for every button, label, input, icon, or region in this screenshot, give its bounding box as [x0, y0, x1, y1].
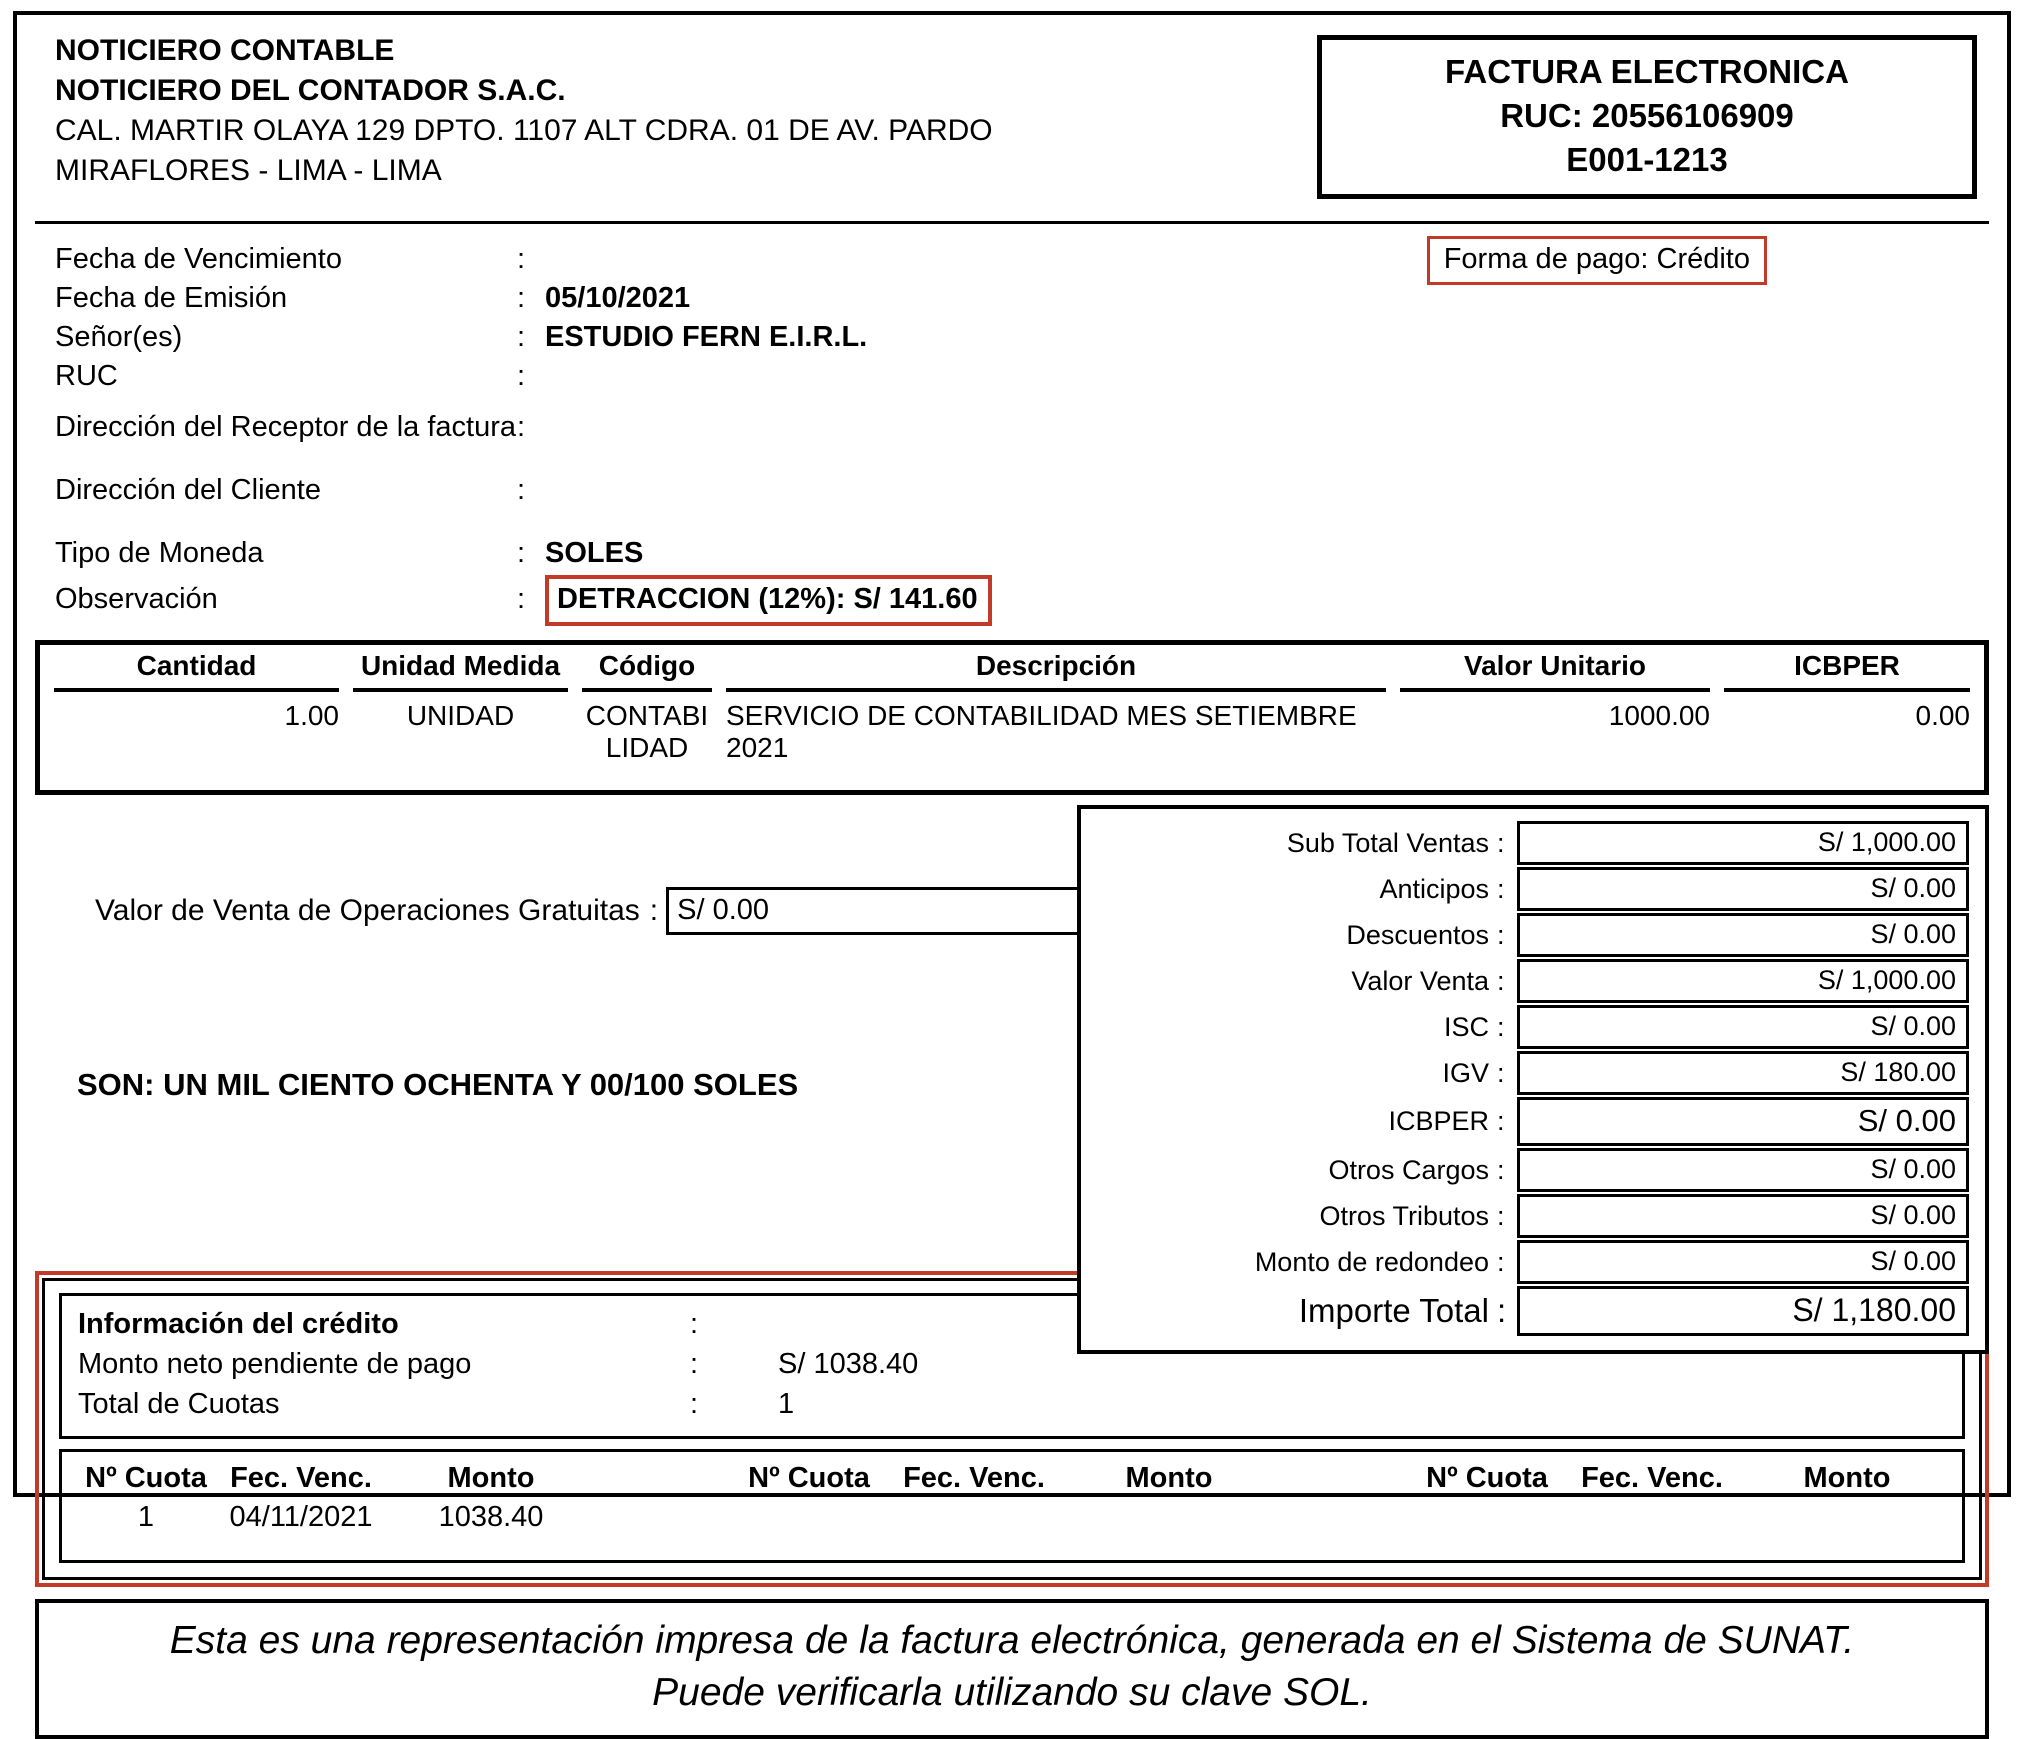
- spacer: [1274, 1462, 1412, 1495]
- credit-colon: :: [690, 1308, 699, 1340]
- installment-header-fecha: Fec. Venc.: [230, 1462, 372, 1494]
- field-senores: [55, 318, 1989, 357]
- installment-monto: 1038.40: [438, 1501, 544, 1533]
- field-direccion-receptor: [55, 408, 1989, 447]
- field-colon: :: [517, 360, 526, 392]
- total-colon: :: [1497, 919, 1505, 950]
- invoice-page-border: [13, 11, 2011, 1714]
- total-colon: :: [1497, 1106, 1505, 1136]
- total-value-box: S/ 1,180.00: [1517, 1286, 1969, 1336]
- field-label: Fecha de Vencimiento: [55, 243, 342, 275]
- total-label: Otros Tributos: [1319, 1200, 1489, 1231]
- total-value-box: S/ 0.00: [1517, 1005, 1969, 1049]
- total-value-box: S/ 1,000.00: [1517, 821, 1969, 865]
- total-value-box: S/ 0.00: [1517, 913, 1969, 957]
- total-colon: :: [1497, 965, 1505, 996]
- field-label: RUC: [55, 360, 118, 392]
- col-header-cantidad: Cantidad: [54, 645, 339, 692]
- item-row: [54, 692, 1970, 790]
- col-header-valor-unitario: Valor Unitario: [1400, 645, 1710, 692]
- col-header-descripcion: Descripción: [726, 645, 1386, 692]
- totals-box: [1077, 805, 1989, 1354]
- total-value-box: S/ 0.00: [1517, 1148, 1969, 1192]
- item-valor-unitario: 1000.00: [1608, 700, 1710, 731]
- col-header-unidad-medida: Unidad Medida: [353, 645, 568, 692]
- items-table: [35, 640, 1989, 795]
- field-colon: :: [517, 474, 526, 506]
- invoice-ruc: RUC: 20556106909: [1500, 97, 1794, 134]
- total-label: Valor Venta: [1351, 965, 1489, 996]
- field-label: Fecha de Emisión: [55, 282, 288, 314]
- total-label: Sub Total Ventas: [1286, 827, 1489, 858]
- total-row-icbper: [1091, 1097, 1969, 1146]
- installment-num-empty: [1412, 1501, 1562, 1534]
- total-label: Monto de redondeo: [1254, 1246, 1489, 1277]
- field-label: Señor(es): [55, 321, 183, 353]
- total-colon: :: [1497, 1154, 1505, 1185]
- total-value-box: S/ 180.00: [1517, 1051, 1969, 1095]
- total-colon: :: [1497, 827, 1505, 858]
- invoice-header: [35, 15, 1989, 224]
- col-header-codigo: Código: [582, 645, 712, 692]
- total-value-box: S/ 0.00: [1517, 867, 1969, 911]
- payment-method-badge: Forma de pago: Crédito: [1427, 236, 1767, 285]
- installment-monto-empty: [1064, 1501, 1274, 1534]
- total-row-subtotal: [1091, 821, 1969, 865]
- total-row-importe-total: [1091, 1286, 1969, 1336]
- spacer: [596, 1501, 734, 1534]
- total-row-otros-cargos: [1091, 1148, 1969, 1192]
- field-value: ESTUDIO FERN E.I.R.L.: [545, 321, 868, 353]
- total-colon: :: [1497, 1057, 1505, 1088]
- installment-num: 1: [137, 1501, 155, 1533]
- installment-header-num: Nº Cuota: [748, 1462, 870, 1494]
- seller-address: CAL. MARTIR OLAYA 129 DPTO. 1107 ALT CDRA. 01 DE AV. PARDO: [55, 114, 993, 147]
- installments-table: [59, 1449, 1965, 1563]
- total-colon: :: [1497, 1200, 1505, 1231]
- item-cantidad: 1.00: [284, 700, 339, 731]
- invoice-id-box: [1317, 35, 1977, 199]
- installment-monto-empty: [1742, 1501, 1952, 1534]
- total-row-igv: [1091, 1051, 1969, 1095]
- total-colon: :: [1497, 873, 1505, 904]
- credit-value: 1: [778, 1388, 795, 1420]
- item-icbper: 0.00: [1915, 700, 1970, 731]
- field-colon: :: [517, 282, 526, 314]
- invoice-type-title: FACTURA ELECTRONICA: [1445, 53, 1849, 90]
- total-label: ICBPER: [1388, 1106, 1489, 1136]
- col-header-icbper: ICBPER: [1724, 645, 1970, 692]
- total-label: Descuentos: [1346, 919, 1489, 950]
- total-label: Anticipos: [1379, 873, 1489, 904]
- seller-trade-name: NOTICIERO CONTABLE: [55, 34, 395, 67]
- installment-fecha: 04/11/2021: [229, 1501, 373, 1533]
- field-colon: :: [517, 321, 526, 353]
- installment-header-monto: Monto: [1803, 1462, 1891, 1494]
- items-header-row: [54, 645, 1970, 692]
- spacer: [1274, 1501, 1412, 1534]
- installment-header-fecha: Fec. Venc.: [1581, 1462, 1723, 1494]
- total-value-box: S/ 0.00: [1517, 1240, 1969, 1284]
- field-label: Tipo de Moneda: [55, 537, 264, 569]
- seller-district: MIRAFLORES - LIMA - LIMA: [55, 154, 442, 187]
- credit-label: Información del crédito: [78, 1308, 399, 1340]
- sunat-footer-note: Esta es una representación impresa de la factura electrónica, generada en el Sistema de SUNAT. Puede verificarla utilizando su clave SOL.: [35, 1599, 1989, 1739]
- field-tipo-moneda: [55, 534, 1989, 573]
- field-value: 05/10/2021: [545, 282, 691, 314]
- amount-in-words: SON: UN MIL CIENTO OCHENTA Y 00/100 SOLES: [77, 1067, 799, 1102]
- total-label: Otros Cargos: [1328, 1154, 1489, 1185]
- total-row-isc: [1091, 1005, 1969, 1049]
- total-label: ISC: [1443, 1011, 1489, 1042]
- total-colon: :: [1497, 1246, 1505, 1277]
- credit-label: Monto neto pendiente de pago: [78, 1348, 472, 1380]
- total-row-anticipos: [1091, 867, 1969, 911]
- field-direccion-cliente: [55, 471, 1989, 510]
- total-label: IGV: [1442, 1057, 1489, 1088]
- field-colon: :: [517, 411, 526, 443]
- field-label: Dirección del Receptor de la factura: [55, 411, 517, 443]
- installment-fecha-empty: [1562, 1501, 1742, 1534]
- total-row-descuentos: [1091, 913, 1969, 957]
- installment-header-num: Nº Cuota: [85, 1462, 207, 1494]
- installment-header-num: Nº Cuota: [1426, 1462, 1548, 1494]
- field-label: Dirección del Cliente: [55, 474, 321, 506]
- total-label: Importe Total: [1298, 1292, 1489, 1329]
- credit-colon: :: [690, 1388, 699, 1420]
- installment-header-fecha: Fec. Venc.: [903, 1462, 1045, 1494]
- seller-block: [55, 31, 993, 191]
- gratuitas-value-box: S/ 0.00: [666, 887, 1088, 935]
- total-value-box: S/ 1,000.00: [1517, 959, 1969, 1003]
- installment-fecha-empty: [884, 1501, 1064, 1534]
- item-unidad-medida: UNIDAD: [406, 700, 515, 731]
- invoice-fields: [35, 224, 1989, 640]
- total-value-box: S/ 0.00: [1517, 1097, 1969, 1146]
- field-colon: :: [517, 583, 526, 615]
- spacer: [596, 1462, 734, 1495]
- invoice-number: E001-1213: [1566, 141, 1728, 178]
- installment-num-empty: [734, 1501, 884, 1534]
- item-codigo: CONTABILIDAD: [585, 700, 709, 763]
- total-row-otros-tributos: [1091, 1194, 1969, 1238]
- credit-colon: :: [690, 1348, 699, 1380]
- credit-value: S/ 1038.40: [778, 1348, 919, 1380]
- installment-header-monto: Monto: [1125, 1462, 1213, 1494]
- item-descripcion: SERVICIO DE CONTABILIDAD MES SETIEMBRE 2021: [726, 700, 1357, 763]
- field-value: SOLES: [545, 537, 644, 569]
- field-label: Observación: [55, 583, 218, 615]
- gratuitas-colon: :: [649, 894, 659, 927]
- field-ruc: [55, 357, 1989, 396]
- total-row-redondeo: [1091, 1240, 1969, 1284]
- credit-row-total-cuotas: [78, 1384, 1946, 1424]
- seller-legal-name: NOTICIERO DEL CONTADOR S.A.C.: [55, 74, 566, 107]
- total-colon: :: [1497, 1011, 1505, 1042]
- detraccion-highlight: DETRACCION (12%): S/ 141.60: [545, 575, 992, 626]
- field-colon: :: [517, 537, 526, 569]
- total-value-box: S/ 0.00: [1517, 1194, 1969, 1238]
- field-observacion: [55, 575, 1989, 626]
- gratuitas-label: Valor de Venta de Operaciones Gratuitas: [95, 894, 640, 927]
- installment-header-monto: Monto: [447, 1462, 535, 1494]
- gratuitas-row: [95, 887, 1088, 935]
- credit-label: Total de Cuotas: [78, 1388, 280, 1420]
- total-row-valor-venta: [1091, 959, 1969, 1003]
- field-colon: :: [517, 243, 526, 275]
- total-colon: :: [1497, 1292, 1507, 1329]
